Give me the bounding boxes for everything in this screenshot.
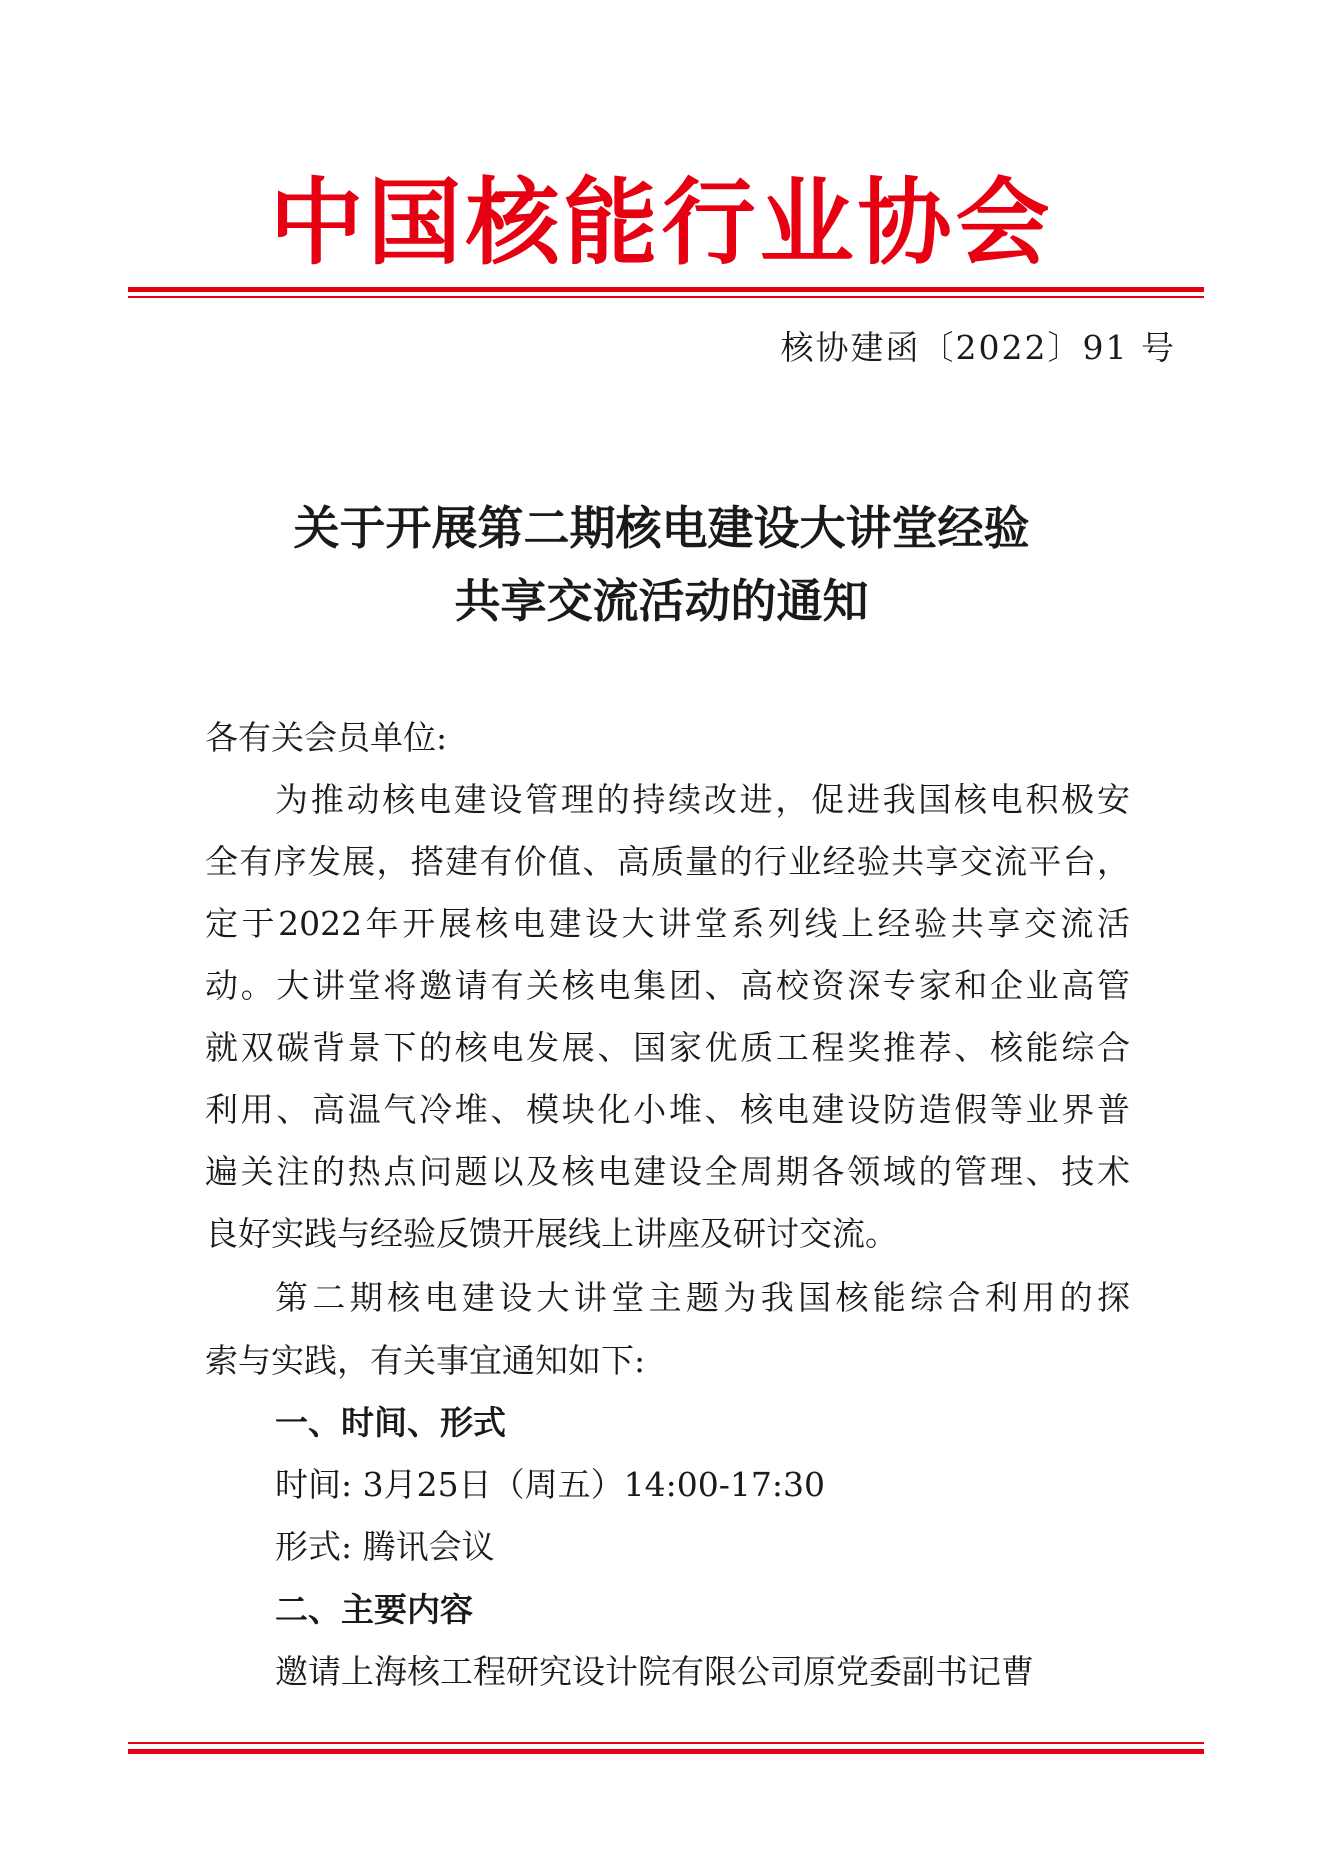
paragraph-1-line: 良好实践与经验反馈开展线上讲座及研讨交流。 (205, 1214, 898, 1253)
format-line: 形式: 腾讯会议 (275, 1527, 495, 1566)
section-heading-time-format: 一、时间、形式 (275, 1403, 506, 1442)
footer-red-rule-thin (128, 1742, 1204, 1744)
header-red-rule-thin (128, 296, 1204, 298)
section-heading-main-content: 二、主要内容 (275, 1590, 473, 1629)
salutation: 各有关会员单位: (205, 718, 448, 757)
paragraph-1-line: 遍关注的热点问题以及核电建设全周期各领域的管理、技术 (205, 1152, 1130, 1191)
document-number: 核协建函〔2022〕91 号 (780, 328, 1176, 367)
paragraph-1-line: 全有序发展，搭建有价值、高质量的行业经验共享交流平台， (205, 842, 1130, 881)
paragraph-1-line: 定于2022年开展核电建设大讲堂系列线上经验共享交流活 (205, 904, 1130, 943)
paragraph-2-line: 索与实践，有关事宜通知如下: (205, 1341, 646, 1380)
paragraph-1-line: 就双碳背景下的核电发展、国家优质工程奖推荐、核能综合 (205, 1028, 1130, 1067)
notice-title-line-1: 关于开展第二期核电建设大讲堂经验 (293, 501, 1030, 555)
header-red-rule-thick (128, 287, 1204, 292)
paragraph-1-line: 为推动核电建设管理的持续改进，促进我国核电积极安 (275, 780, 1130, 819)
paragraph-1-line: 动。大讲堂将邀请有关核电集团、高校资深专家和企业高管 (205, 966, 1130, 1005)
time-line: 时间: 3月25日（周五）14:00-17:30 (275, 1465, 825, 1504)
footer-red-rule-thick (128, 1749, 1204, 1754)
paragraph-1-line: 利用、高温气冷堆、模块化小堆、核电建设防造假等业界普 (205, 1090, 1130, 1129)
content-line: 邀请上海核工程研究设计院有限公司原党委副书记曹 (275, 1652, 1034, 1691)
paragraph-2-line: 第二期核电建设大讲堂主题为我国核能综合利用的探 (275, 1278, 1130, 1317)
org-masthead: 中国核能行业协会 (269, 168, 1054, 278)
notice-title-line-2: 共享交流活动的通知 (454, 574, 869, 628)
